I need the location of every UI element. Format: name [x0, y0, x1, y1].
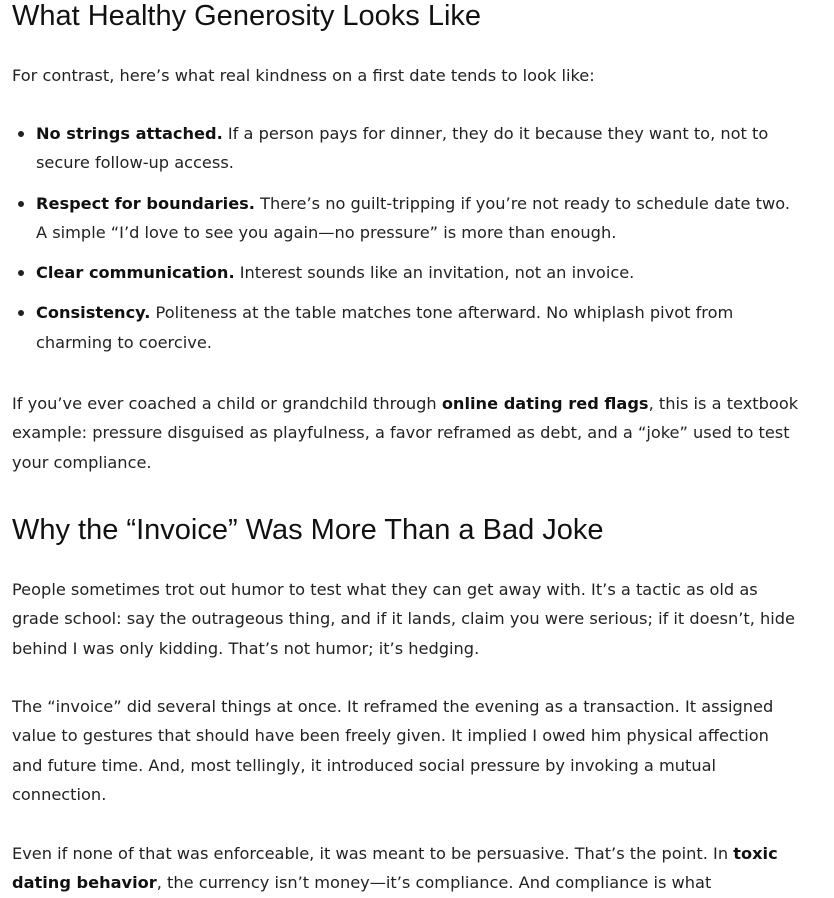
red-flags-paragraph: [12, 389, 802, 477]
bullet-text: If a person pays for dinner, they do it because they want to, not to secure follow-up access.: [36, 124, 769, 173]
bullet-bold-label: Clear communication.: [36, 263, 235, 283]
paragraph-text: , the currency isn’t money—it’s compliance. And compliance is what: [156, 873, 712, 893]
bullet-item-clear-communication: [12, 258, 802, 287]
section-heading-healthy-generosity: What Healthy Generosity Looks Like: [12, 0, 482, 32]
humor-paragraph: People sometimes trot out humor to test what they can get away with. It’s a tactic as old as grade school: say the outrageous thing, and if it lands, claim you were serious; if it doesn’t, hide behind I was only kidding. That’s not humor; it’s hedging.: [12, 580, 796, 658]
bullet-text: Politeness at the table matches tone afterward. No whiplash pivot from charming to coercive.: [36, 303, 734, 352]
bullet-item-respect-boundaries: [12, 189, 802, 248]
section-heading-invoice: Why the “Invoice” Was More Than a Bad Joke: [12, 514, 604, 546]
paragraph-text: , this is a textbook example: pressure disguised as playfulness, a favor reframed as debt, and a “joke” used to test your compliance.: [12, 394, 799, 472]
bullet-dot-icon: [18, 310, 24, 316]
bullet-bold-label: Consistency.: [36, 303, 151, 323]
intro-paragraph: For contrast, here’s what real kindness on a first date tends to look like:: [12, 66, 595, 85]
bullet-text: There’s no guilt-tripping if you’re not ready to schedule date two. A simple “I’d love to see you again—no pressure” is more than enough.: [36, 193, 791, 242]
bullet-dot-icon: [18, 270, 24, 276]
bullet-bold-label: Respect for boundaries.: [36, 193, 255, 213]
paragraph-text: Even if none of that was enforceable, it was meant to be persuasive. That’s the point. In: [12, 844, 734, 863]
bullet-item-consistency: [12, 298, 802, 357]
kindness-bullet-list: [12, 119, 802, 368]
keyword-toxic-dating-behavior: toxic dating behavior: [12, 844, 778, 893]
bullet-dot-icon: [18, 201, 24, 207]
bullet-bold-label: No strings attached.: [36, 124, 223, 143]
invoice-paragraph: The “invoice” did several things at once. It reframed the evening as a transaction. It assigned value to gestures that should have been freely given. It implied I owed him physical affection and future time. And, most tellingly, it introduced social pressure by invoking a mutual connection.: [12, 697, 774, 804]
keyword-online-dating-red-flags: online dating red flags: [441, 394, 649, 413]
bullet-dot-icon: [18, 131, 24, 137]
bullet-item-no-strings: [12, 119, 802, 178]
compliance-paragraph: [12, 839, 802, 898]
bullet-text: Interest sounds like an invitation, not an invoice.: [234, 263, 635, 283]
paragraph-text: If you’ve ever coached a child or grandchild through: [12, 394, 442, 413]
